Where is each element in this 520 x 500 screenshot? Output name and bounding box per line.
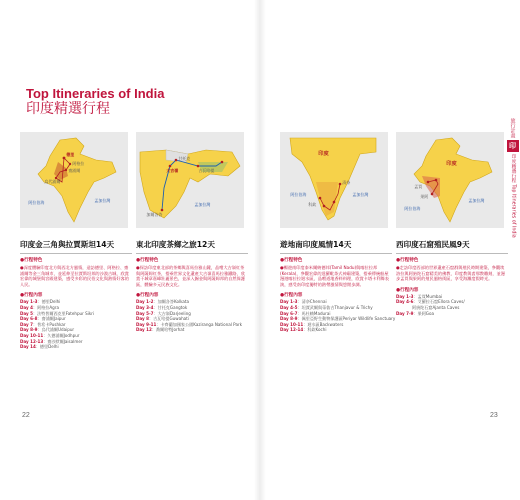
map-northeast-tea — [136, 132, 244, 228]
map-label: 印度 — [318, 151, 329, 157]
day-item: Day 7：普希卡Pushkar — [20, 321, 66, 327]
day-item: Day 9-11：卡齊蘭加國家公園Kaziranga National Park — [136, 321, 243, 327]
section-title-zh: 印度精選行程 — [26, 100, 110, 116]
features-label: ●行程特色 — [280, 258, 303, 263]
day-item: Day 12-13：齋沙默爾Jaisalmer — [20, 338, 83, 344]
trip-title: 東北印度茶鄉之旅12天 — [136, 240, 248, 254]
day-item: Day 4-5：坦賈武爾與蒂魯吉Thanjavur & Trichy — [280, 304, 373, 310]
itinerary-west-india — [396, 132, 508, 316]
day-item: Day 14：德里Delhi — [20, 344, 59, 350]
section-title-en: Top Itineraries of India — [26, 86, 165, 101]
day-item: Day 1-3：清奈Chennai — [280, 299, 327, 305]
book-gutter — [254, 0, 266, 500]
day-item: 阿旃陀石窟Ajanta Caves — [412, 304, 460, 310]
day-list — [280, 293, 396, 333]
day-item: Day 6-7：馬杜賴Madurai — [280, 310, 331, 316]
day-item: Day 8-9：烏代浦爾Udaipur — [20, 327, 75, 333]
map-label: 加爾各答 — [146, 212, 163, 217]
features-text: ●深度體驗印度北方與西北方風情，造訪德里、阿格拉、齋浦爾等金三角城市，並延伸至拉賈斯坦邦的沙漠古城，欣賞宏偉的城堡與宮殿建築，感受多彩的民俗文化與熱情好客的人民。 — [20, 265, 129, 287]
map-label: 阿拉伯海 — [404, 206, 421, 211]
page-number-right: 23 — [490, 412, 498, 419]
day-item: Day 6-8：齋浦爾Jaipur — [20, 316, 66, 322]
side-tab — [505, 118, 520, 238]
map-golden-triangle — [20, 132, 128, 228]
day-item: Day 10-11：久德浦爾Jodhpur — [20, 332, 80, 338]
map-label: 大吉嶺 — [166, 168, 179, 173]
map-label: 孟加拉灣 — [94, 198, 111, 203]
itinerary-label: ●行程內容 — [280, 293, 303, 299]
day-item: Day 4：阿格拉Agra — [20, 304, 59, 310]
trip-title: 西印度石窟殖民風9天 — [396, 240, 508, 254]
map-label: 孟加拉灣 — [468, 198, 485, 203]
side-tab-top-label: 旅行計畫 — [509, 118, 516, 138]
itinerary-label: ●行程內容 — [20, 293, 43, 299]
day-item: Day 12：喬爾哈特Jorhat — [136, 327, 185, 333]
map-label: 齋浦爾 — [68, 168, 81, 173]
map-label: 孟加拉灣 — [352, 192, 369, 197]
day-item: Day 1-3：德里Delhi — [20, 299, 61, 305]
features-text: ●走訪印度西部的世界遺產石窟群與殖民時期建築，參觀埃洛拉與阿旃陀石窟精美的佛教、印度教與耆那教雕刻，並漫步孟買與果阿的殖民風格街區，享受海灘度假時光。 — [396, 265, 505, 282]
map-south-india — [280, 132, 388, 228]
map-label: 甘托克 — [178, 156, 191, 161]
day-item: Day 8-9：佩里亞野生動物保護區Periyar Wildlife Sanctuary — [280, 316, 396, 322]
day-list — [136, 293, 248, 333]
map-label: 清奈 — [342, 180, 351, 185]
map-label: 阿格拉 — [72, 161, 85, 166]
itinerary-south-india — [280, 132, 396, 333]
west-india-map-shape — [396, 132, 504, 228]
features-label: ●行程特色 — [396, 258, 419, 263]
trip-title: 印度金三角與拉賈斯坦14天 — [20, 240, 132, 254]
features-text: ●暢遊南印度泰米爾納德邦(Tamil Nadu)與喀拉拉邦(Kerala)，參觀宏偉的達羅毗荼式神廟建築，搭乘傳統船屋漫遊喀拉拉迴水區，品嚐道地香料料理，欣賞卡塔卡利舞表演，感受南印度獨特的熱帶風情與悠閒步調。 — [280, 265, 389, 287]
map-label: 阿拉伯海 — [28, 200, 45, 205]
itinerary-golden-triangle — [20, 132, 132, 350]
map-label: 阿拉伯海 — [290, 192, 307, 197]
map-label: 孟買 — [414, 184, 423, 189]
day-item: Day 7-9：果阿Goa — [396, 310, 434, 316]
itinerary-label: ●行程內容 — [396, 287, 419, 293]
day-item: Day 8：古瓦哈提Guwahati — [136, 316, 189, 322]
south-india-map-shape — [280, 132, 388, 228]
section-title — [26, 86, 164, 116]
side-tab-bottom-label: 印度精選行程 Top Itineraries of India — [510, 154, 516, 238]
day-item: Day 3-4：甘托克Gangtok — [136, 304, 188, 310]
day-list — [396, 288, 508, 316]
day-item: Day 10-11：迴水區Backwaters — [280, 321, 344, 327]
map-label: 果阿 — [420, 194, 429, 199]
itinerary-label: ●行程內容 — [136, 293, 159, 299]
india-map-shape — [20, 132, 128, 228]
features-label: ●行程特色 — [20, 258, 43, 263]
day-list — [20, 293, 132, 349]
features-label: ●行程特色 — [136, 258, 159, 263]
map-label: 印度 — [446, 161, 457, 167]
day-item: Day 4-6：艾羅拉石窟Ellora Caves/ — [396, 299, 465, 305]
map-label: 德里 — [66, 152, 75, 157]
page-number-left: 22 — [22, 412, 30, 419]
map-label: 古瓦哈提 — [198, 168, 215, 173]
day-item: Day 1-3：孟買Mumbai — [396, 293, 443, 299]
trip-title: 遊地南印度風情14天 — [280, 240, 392, 254]
day-item: Day 5-7：大吉嶺Darjeeling — [136, 310, 191, 316]
side-tab-box: 印 — [507, 140, 519, 152]
day-item: Day 5：法特普爾西克里Fatehpur Sikri — [20, 310, 95, 316]
itinerary-northeast-tea — [136, 132, 248, 333]
map-label: 科欽 — [308, 202, 317, 207]
map-west-india — [396, 132, 504, 228]
features-text: ●探訪印度東北部的茶鄉與喜馬拉雅山麓，品嚐大吉嶺紅茶與阿薩姆紅茶，搭乘世界文化遺產大吉嶺喜馬拉雅鐵路，欣賞干城章嘉峰壯麗景色，並深入錫金與阿薩姆邦的自然保護區，體驗多元民族文化。 — [136, 265, 245, 287]
day-item: Day 1-2：加爾各答Kolkata — [136, 299, 190, 305]
day-item: Day 12-14：科欽Kochi — [280, 327, 327, 333]
map-label: 烏代浦爾 — [44, 179, 61, 184]
map-label: 孟加拉灣 — [194, 202, 211, 207]
